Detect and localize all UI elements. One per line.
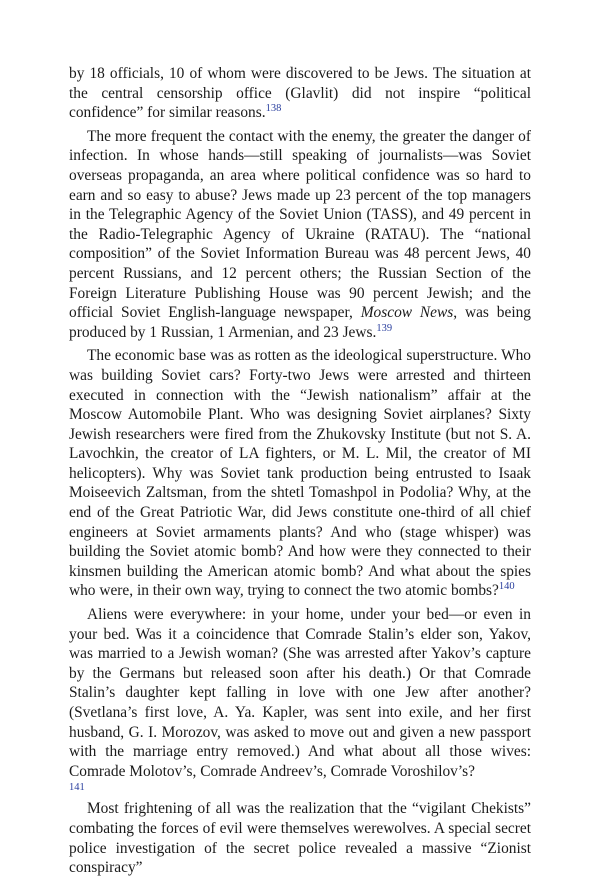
text-span: , was being produced by 1 Russian, 1 Armenian, and 23 Jews. bbox=[69, 304, 531, 341]
text-span: by 18 officials, 10 of whom were discovered to be Jews. The situation at the central censorship office (Glavlit) did not inspire “political confidence” for similar reasons. bbox=[69, 65, 531, 122]
body-text bbox=[69, 64, 531, 882]
footnote-reference[interactable]: 138 bbox=[265, 103, 282, 115]
footnote-reference[interactable]: 140 bbox=[498, 581, 515, 593]
newspaper-title: Moscow News bbox=[360, 304, 454, 322]
paragraph bbox=[69, 64, 531, 123]
text-span: Most frightening of all was the realization that the “vigilant Chekists” combating the forces of evil were themselves werewolves. A special secret police investigation of the secret police revealed a massive “Zionist conspiracy” bbox=[69, 800, 531, 877]
footnote-reference[interactable]: 141 bbox=[69, 782, 85, 794]
text-span: The economic base was as rotten as the ideological superstructure. Who was building Soviet cars? Forty-two Jews were arrested and thirteen executed in connection with the “Jewish nationalism” affair at the Moscow Automobile Plant. Who was designing Soviet airplanes? Sixty Jewish researchers were fired from the Zhukovsky Institute (but not S. A. Lavochkin, the creator of LA fighters, or M. L. Mil, the creator of MI helicopters). Why was Soviet tank production being entrusted to Isaak Moiseevich Zaltsman, from the shtetl Tomashpol in Podolia? Why, at the end of the Great Patriotic War, did Jews constitute one-third of all chief engineers at Soviet armaments plants? And who (stage whisper) was building the Soviet atomic bomb? And how were they connected to their kinsmen building the American atomic bomb? And what about the spies who were, in their own way, trying to connect the two atomic bombs? bbox=[69, 347, 531, 600]
paragraph bbox=[69, 605, 531, 795]
text-span: The more frequent the contact with the enemy, the greater the danger of infection. In whose hands—still speaking of journalists—was Soviet overseas propaganda, an area where political confidence was so hard to earn and so easy to abuse? Jews made up 23 percent of the top managers in the Telegraphic Agency of the Soviet Union (TASS), and 49 percent in the Radio-Telegraphic Agency of Ukraine (RATAU). The “national composition” of the Soviet Information Bureau was 48 percent Jews, 40 percent Russians, and 12 percent others; the Russian Section of the Foreign Literature Publishing House was 90 percent Jewish; and the official Soviet English-language newspaper, bbox=[69, 127, 531, 322]
paragraph bbox=[69, 799, 531, 877]
footnote-reference[interactable]: 139 bbox=[376, 322, 393, 334]
text-span: Aliens were everywhere: in your home, under your bed—or even in your bed. Was it a coincidence that Comrade Stalin’s elder son, Yakov, was married to a Jewish woman? (She was arrested after Yakov’s capture by the Germans but released soon after his death.) Or that Comrade Stalin’s daughter kept falling in love with one Jew after another? (Svetlana’s first love, A. Ya. Kapler, was sent into exile, and her first husband, G. I. Morozov, was asked to move out and given a new passport with the marriage entry removed.) And what about all those wives: Comrade Molotov’s, Comrade Andreev’s, Comrade Voroshilov’s? bbox=[69, 606, 531, 780]
paragraph bbox=[69, 127, 531, 343]
paragraph bbox=[69, 346, 531, 601]
